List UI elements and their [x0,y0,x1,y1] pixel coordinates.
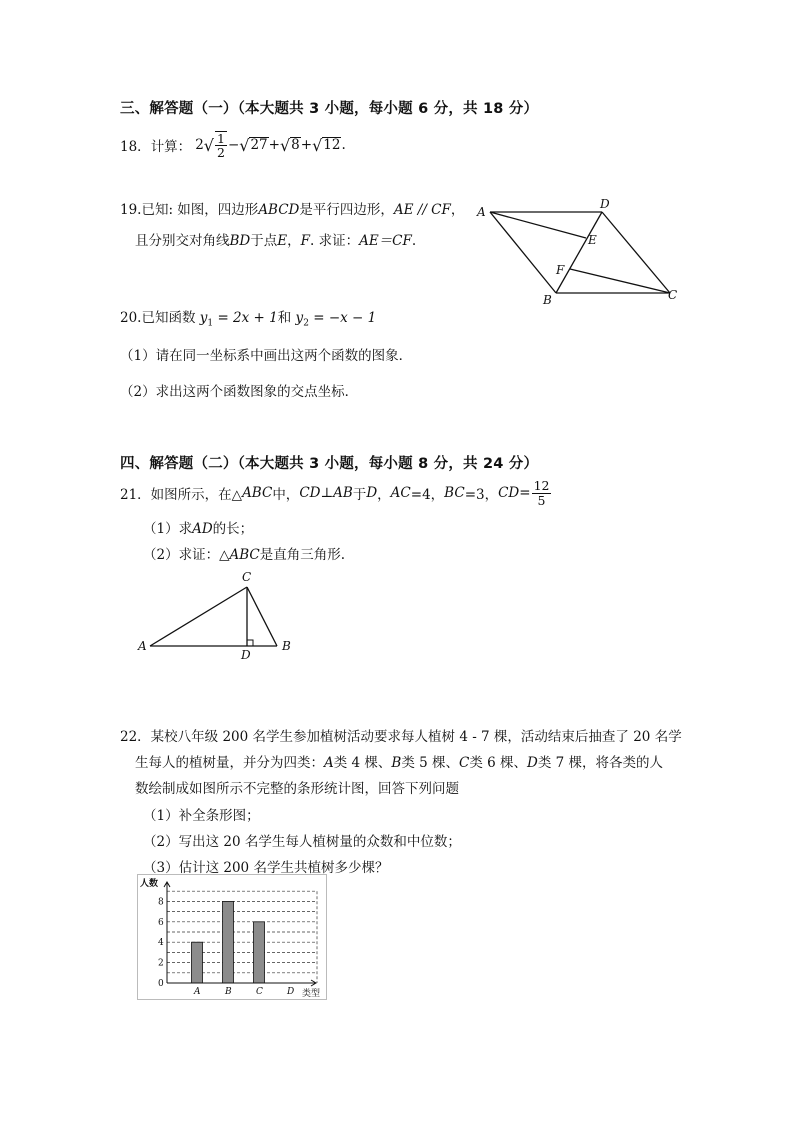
q18-radicand-8: 8 [291,137,300,154]
q18-prompt: 计算： [150,139,192,155]
y-tick-label: 0 [158,979,164,989]
section-3-heading: 三、解答题（一）（本大题共 3 小题，每小题 6 分，共 18 分） [120,101,539,117]
label-c: C [242,570,252,584]
label-a: A [477,205,486,219]
q19-line-1: 19.已知: 如图，四边形ABCD是平行四边形，AE // CF， [120,202,465,218]
question-18: 18． 计算： 2 √ $\frac{1}{2}$ − √ 27 + √ 8 + √ 12 . [120,130,346,160]
category-label-d: D [287,987,295,997]
q18-number: 18． [120,139,151,155]
label-b: B [282,639,291,653]
y-tick-label: 6 [158,917,164,928]
edge-dc [602,212,670,293]
bar-a [192,942,203,983]
q18-radicand-27: 27 [250,137,268,154]
q18-fraction: $\frac{1}{2}$ [216,130,225,160]
x-axis-label: 类型 [302,989,321,999]
q22-line-3: 数绘制成如图所示不完整的条形统计图，回答下列问题 [135,781,459,797]
q19-abcd: ABCD [258,202,300,218]
q18-radicand-12: 12 [323,137,341,154]
q21-fraction: $\frac{12}{5}$ [533,478,550,508]
q20-part-1: （1）请在同一坐标系中画出这两个函数的图象． [120,348,413,364]
bar-b [223,901,234,983]
label-a: A [138,639,147,653]
parallelogram-figure [470,196,685,308]
right-angle-mark [247,640,253,646]
q20-statement: 20.已知函数 $y_1 = 2x + 1$和 $y_2 = -x - 1$ [120,310,377,329]
q18-plus-1: + [268,137,280,153]
q21-part-1: （1）求AD的长； [143,521,254,537]
side-cb [247,587,277,646]
segment-cf [570,269,670,293]
edge-ba [490,212,556,293]
label-e: E [588,233,597,247]
label-b: B [543,293,552,307]
side-ac [150,587,247,646]
category-label-c: C [256,987,263,997]
segment-ae [490,212,586,238]
q20-function-1: = 2x + 1 [217,310,278,326]
category-label-a: A [194,987,201,997]
bar-chart [137,874,327,1000]
category-label-b: B [225,987,232,997]
q19-prefix: 19.已知: 如图，四边形 [120,202,259,218]
q19-proof-statement: AE＝CF [359,233,412,249]
section-4-heading: 四、解答题（二）（本大题共 3 小题，每小题 8 分，共 24 分） [120,456,539,472]
q22-line-1: 22．某校八年级 200 名学生参加植树活动要求每人植树 4 - 7 棵，活动结束后抽查了 20 名学 [120,729,682,745]
q18-minus: − [227,137,240,153]
q22-part-2: （2）写出这 20 名学生每人植树量的众数和中位数； [143,834,461,850]
y-tick-label: 8 [158,897,164,908]
q18-coef: 2 [195,137,204,153]
y-tick-label: 2 [158,958,164,969]
q20-part-2: （2）求出这两个函数图象的交点坐标． [120,384,359,400]
q22-part-3: （3）估计这 200 名学生共植树多少棵？ [143,860,389,876]
right-triangle-figure [135,568,300,663]
q18-plus-2: + [300,137,313,153]
q21-part-2: （2）求证：△ABC是直角三角形. [143,547,346,563]
q19-mid: 是平行四边形， [299,202,394,218]
y-tick-label: 4 [158,938,164,949]
y-axis-label: 人数 [140,879,159,889]
q19-line-2: 且分别交对角线BD于点E，F. 求证：AE＝CF. [135,233,417,249]
q22-line-2: 生每人的植树量，并分为四类：A类 4 棵、B类 5 棵、C类 6 棵、D类 7 棵，将各类的人 [135,755,664,771]
q21-statement: 21．如图所示，在△ ABC 中， CD ⊥ AB 于 D ， AC =4， BC =3， CD = $\frac{12}{5}$ [120,478,550,508]
label-c: C [668,288,678,302]
q20-function-2: = −x − 1 [313,310,377,326]
label-d: D [600,197,610,211]
bar-c [254,922,265,983]
q22-part-1: （1）补全条形图； [143,808,260,824]
q19-bd: BD [229,233,251,249]
label-f: F [556,263,565,277]
label-d: D [241,648,251,662]
diagonal-bd [556,212,602,293]
q18-end: . [341,137,346,153]
q19-ae-cf: AE // CF [393,202,451,218]
